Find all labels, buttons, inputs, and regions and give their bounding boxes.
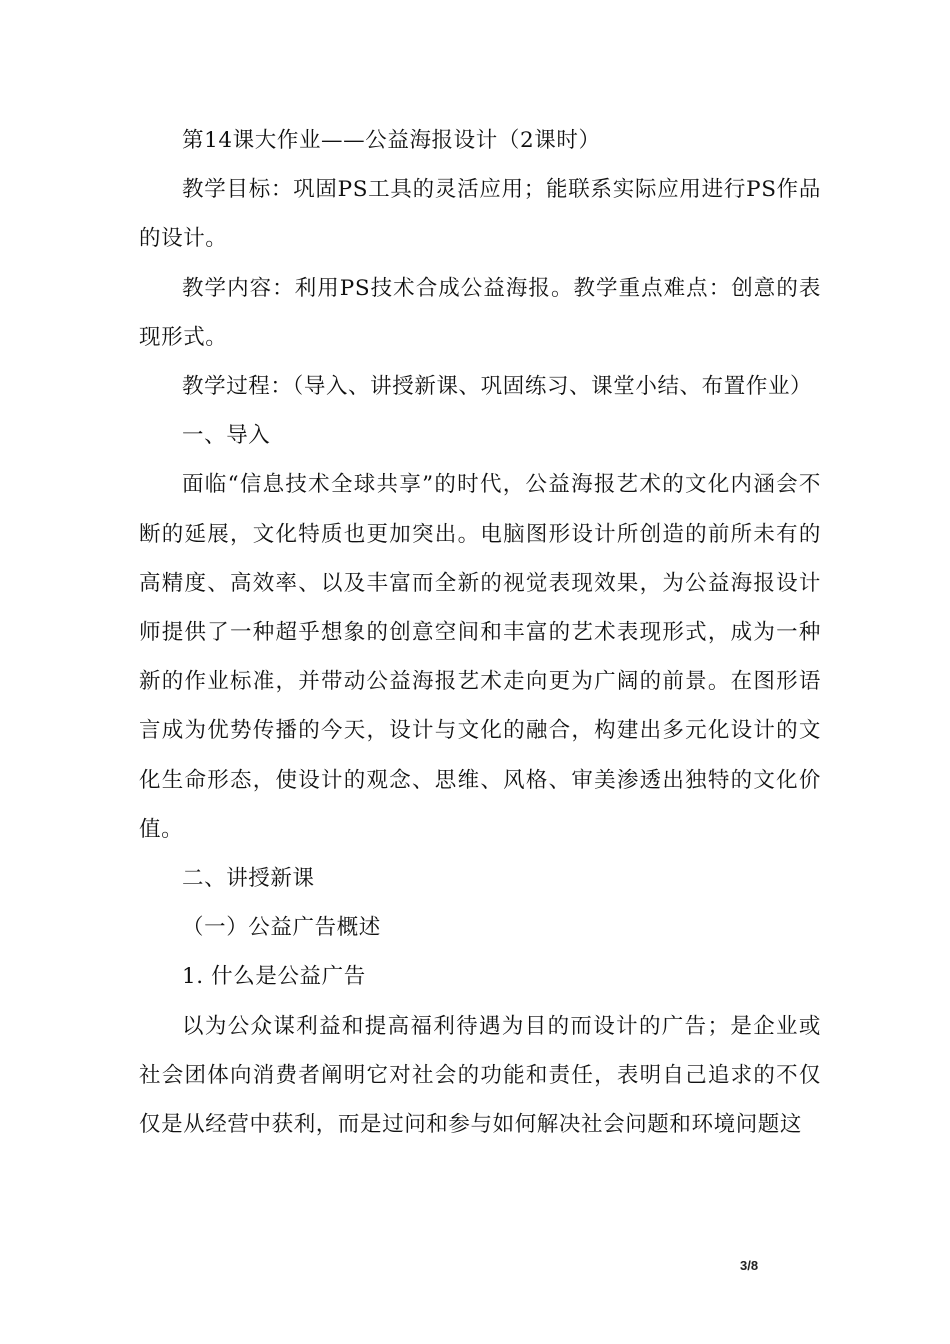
subsection-heading: （一）公益广告概述	[182, 915, 381, 941]
section-heading-new-lesson: 二、讲授新课	[182, 866, 315, 892]
page-number: 3/8	[740, 1258, 759, 1273]
section-heading-intro: 一、导入	[182, 423, 271, 449]
lesson-title: 第14课大作业——公益海报设计（2课时）	[182, 128, 601, 153]
teaching-process: 教学过程：（导入、讲授新课、巩固练习、课堂小结、布置作业）	[182, 374, 813, 400]
document-body	[139, 116, 821, 1149]
teaching-objectives: 教学目标：巩固PS工具的灵活应用；能联系实际应用进行PS作品的设计。	[139, 177, 821, 252]
item-paragraph: 以为公众谋利益和提高福利待遇为目的而设计的广告；是企业或社会团体向消费者阐明它对社会的功能和责任，表明自己追求的不仅仅是从经营中获利，而是过问和参与如何解决社会问题和环境问题这	[139, 1013, 821, 1138]
item-heading: 1. 什么是公益广告	[182, 964, 366, 990]
intro-paragraph: 面临“信息技术全球共享”的时代，公益海报艺术的文化内涵会不断的延展，文化特质也更加突出。电脑图形设计所创造的前所未有的高精度、高效率、以及丰富而全新的视觉表现效果，为公益海报设计师提供了一种超乎想象的创意空间和丰富的艺术表现形式，成为一种新的作业标准，并带动公益海报艺术走向更为广阔的前景。在图形语言成为优势传播的今天，设计与文化的融合，构建出多元化设计的文化生命形态，使设计的观念、思维、风格、审美渗透出独特的文化价值。	[139, 472, 821, 842]
teaching-content: 教学内容：利用PS技术合成公益海报。教学重点难点：创意的表现形式。	[139, 275, 821, 350]
